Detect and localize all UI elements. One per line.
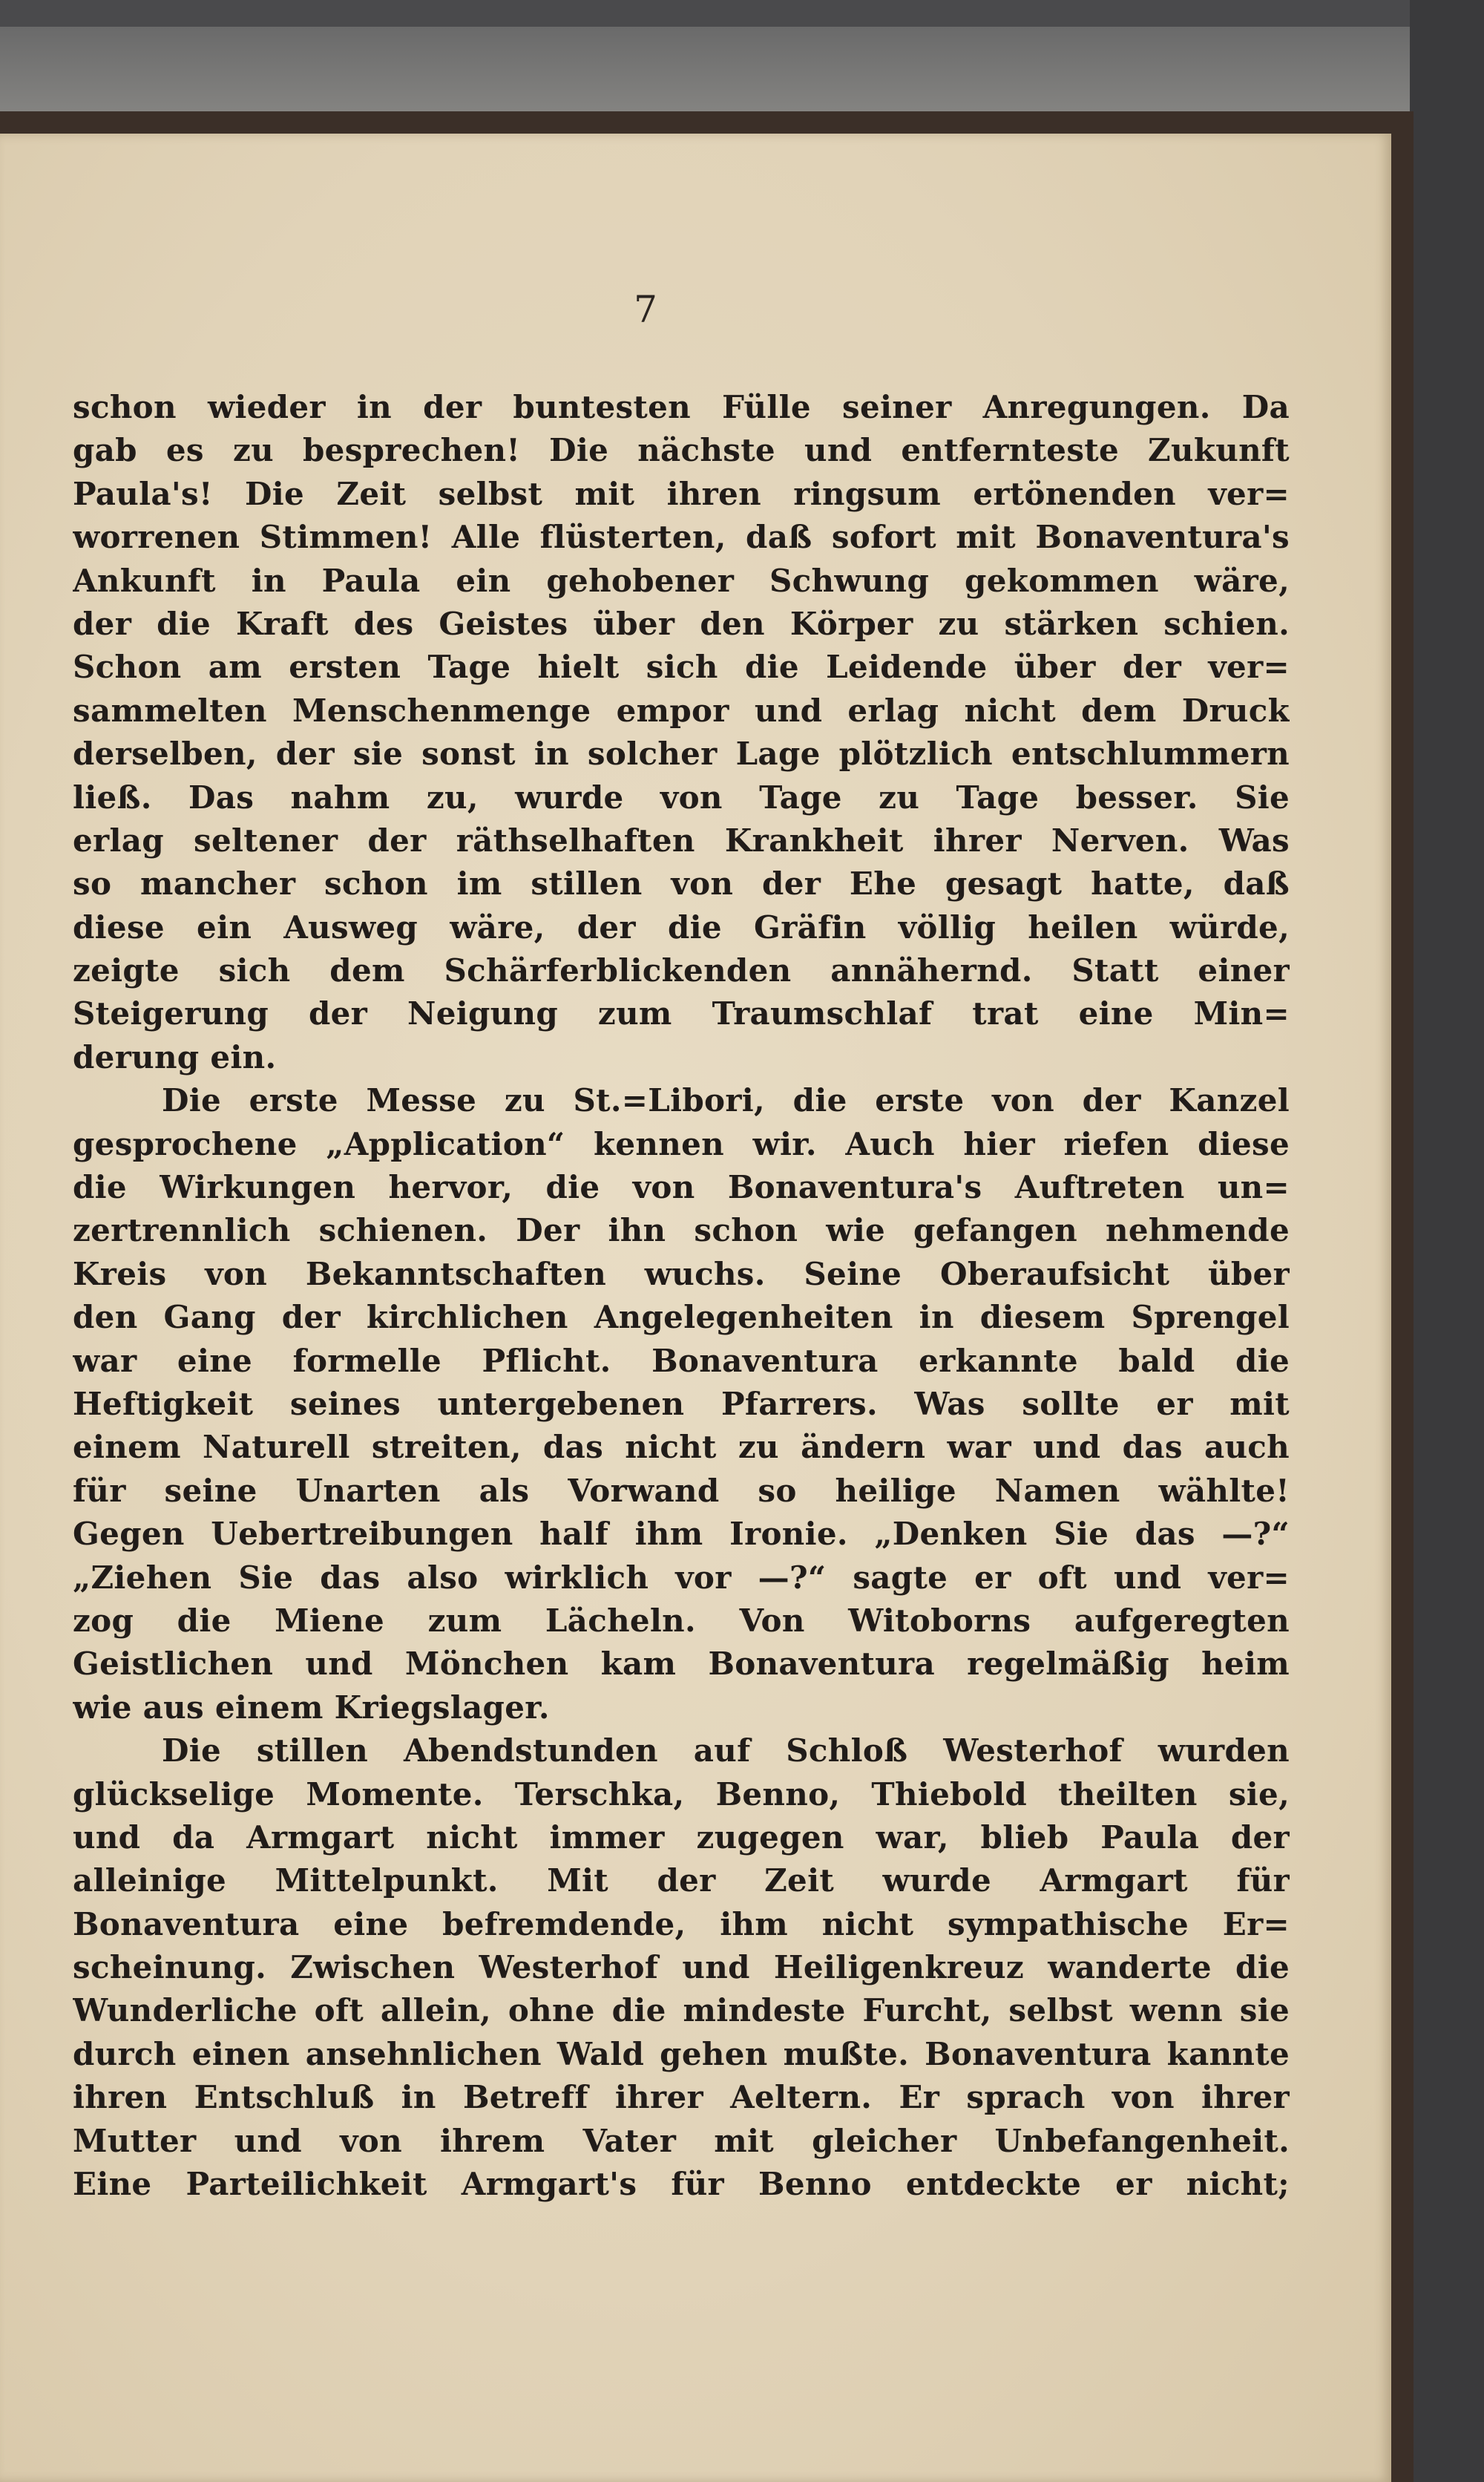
text-line: einem Naturell streiten, das nicht zu ändern war und das auch (73, 1429, 1290, 1466)
text-line: gab es zu besprechen! Die nächste und entfernteste Zukunft (73, 432, 1290, 469)
text-line: wie aus einem Kriegslager. (73, 1689, 550, 1726)
text-line: ihren Entschluß in Betreff ihrer Aeltern. Er sprach von ihrer (73, 2079, 1290, 2116)
text-line: Kreis von Bekanntschaften wuchs. Seine Oberaufsicht über (73, 1255, 1290, 1292)
text-line: Mutter und von ihrem Vater mit gleicher Unbefangenheit. (73, 2122, 1290, 2159)
text-line: alleinige Mittelpunkt. Mit der Zeit wurde Armgart für (73, 1862, 1290, 1899)
text-line: zertrennlich schienen. Der ihn schon wie gefangen nehmende (73, 1212, 1290, 1249)
text-line: glückselige Momente. Terschka, Benno, Thiebold theilten sie, (73, 1775, 1290, 1813)
text-line: sammelten Menschenmenge empor und erlag nicht dem Druck (73, 692, 1290, 729)
text-line: Heftigkeit seines untergebenen Pfarrers. Was sollte er mit (73, 1385, 1290, 1422)
text-line: derung ein. (73, 1038, 277, 1075)
text-line: den Gang der kirchlichen Angelegenheiten in diesem Sprengel (73, 1299, 1290, 1336)
text-line: die Wirkungen hervor, die von Bonaventura's Auftreten un= (73, 1169, 1290, 1206)
text-line: Schon am ersten Tage hielt sich die Leidende über der ver= (73, 649, 1290, 686)
text-line: derselben, der sie sonst in solcher Lage plötzlich entschlummern (73, 736, 1290, 773)
text-line: scheinung. Zwischen Westerhof und Heiligenkreuz wanderte die (73, 1949, 1290, 1986)
text-line: schon wieder in der buntesten Fülle seiner Anregungen. Da (73, 389, 1290, 425)
scan-background-top (0, 0, 1410, 27)
text-line: Die stillen Abendstunden auf Schloß Westerhof wurden (162, 1732, 1290, 1769)
page-text (73, 386, 1290, 2206)
text-line: der die Kraft des Geistes über den Körper zu stärken schien. (73, 605, 1290, 642)
text-line: und da Armgart nicht immer zugegen war, blieb Paula der (73, 1818, 1290, 1856)
text-line: Gegen Uebertreibungen half ihm Ironie. „Denken Sie das —?“ (73, 1516, 1290, 1553)
text-line: Bonaventura eine befremdende, ihm nicht sympathische Er= (73, 1905, 1290, 1942)
text-line: diese ein Ausweg wäre, der die Gräfin völlig heilen würde, (73, 908, 1290, 946)
text-line: Ankunft in Paula ein gehobener Schwung gekommen wäre, (73, 562, 1290, 599)
text-line: zog die Miene zum Lächeln. Von Witoborns aufgeregten (73, 1602, 1290, 1639)
text-line: „Ziehen Sie das also wirklich vor —?“ sagte er oft und ver= (73, 1559, 1290, 1596)
text-line: Paula's! Die Zeit selbst mit ihren ringsum ertönenden ver= (73, 475, 1290, 512)
text-line: Wunderliche oft allein, ohne die mindeste Furcht, selbst wenn sie (73, 1992, 1290, 2029)
text-line: war eine formelle Pflicht. Bonaventura erkannte bald die (73, 1342, 1290, 1379)
text-line: Geistlichen und Mönchen kam Bonaventura regelmäßig heim (73, 1646, 1290, 1683)
text-line: erlag seltener der räthselhaften Krankheit ihrer Nerven. Was (73, 822, 1290, 859)
text-line: zeigte sich dem Schärferblickenden annähernd. Statt einer (73, 952, 1290, 989)
text-line: durch einen ansehnlichen Wald gehen mußte. Bonaventura kannte (73, 2035, 1290, 2072)
text-line: worrenen Stimmen! Alle flüsterten, daß sofort mit Bonaventura's (73, 519, 1290, 556)
text-line: für seine Unarten als Vorwand so heilige Namen wählte! (73, 1472, 1290, 1509)
text-line: Eine Parteilichkeit Armgart's für Benno entdeckte er nicht; (73, 2166, 1290, 2203)
text-line: Steigerung der Neigung zum Traumschlaf trat eine Min= (73, 995, 1290, 1032)
text-line: so mancher schon im stillen von der Ehe gesagt hatte, daß (73, 865, 1290, 903)
text-line: ließ. Das nahm zu, wurde von Tage zu Tage besser. Sie (73, 779, 1290, 816)
text-line: gesprochene „Application“ kennen wir. Auch hier riefen diese (73, 1125, 1290, 1162)
text-line: Die erste Messe zu St.=Libori, die erste von der Kanzel (162, 1082, 1290, 1119)
page-number: 7 (634, 288, 657, 331)
